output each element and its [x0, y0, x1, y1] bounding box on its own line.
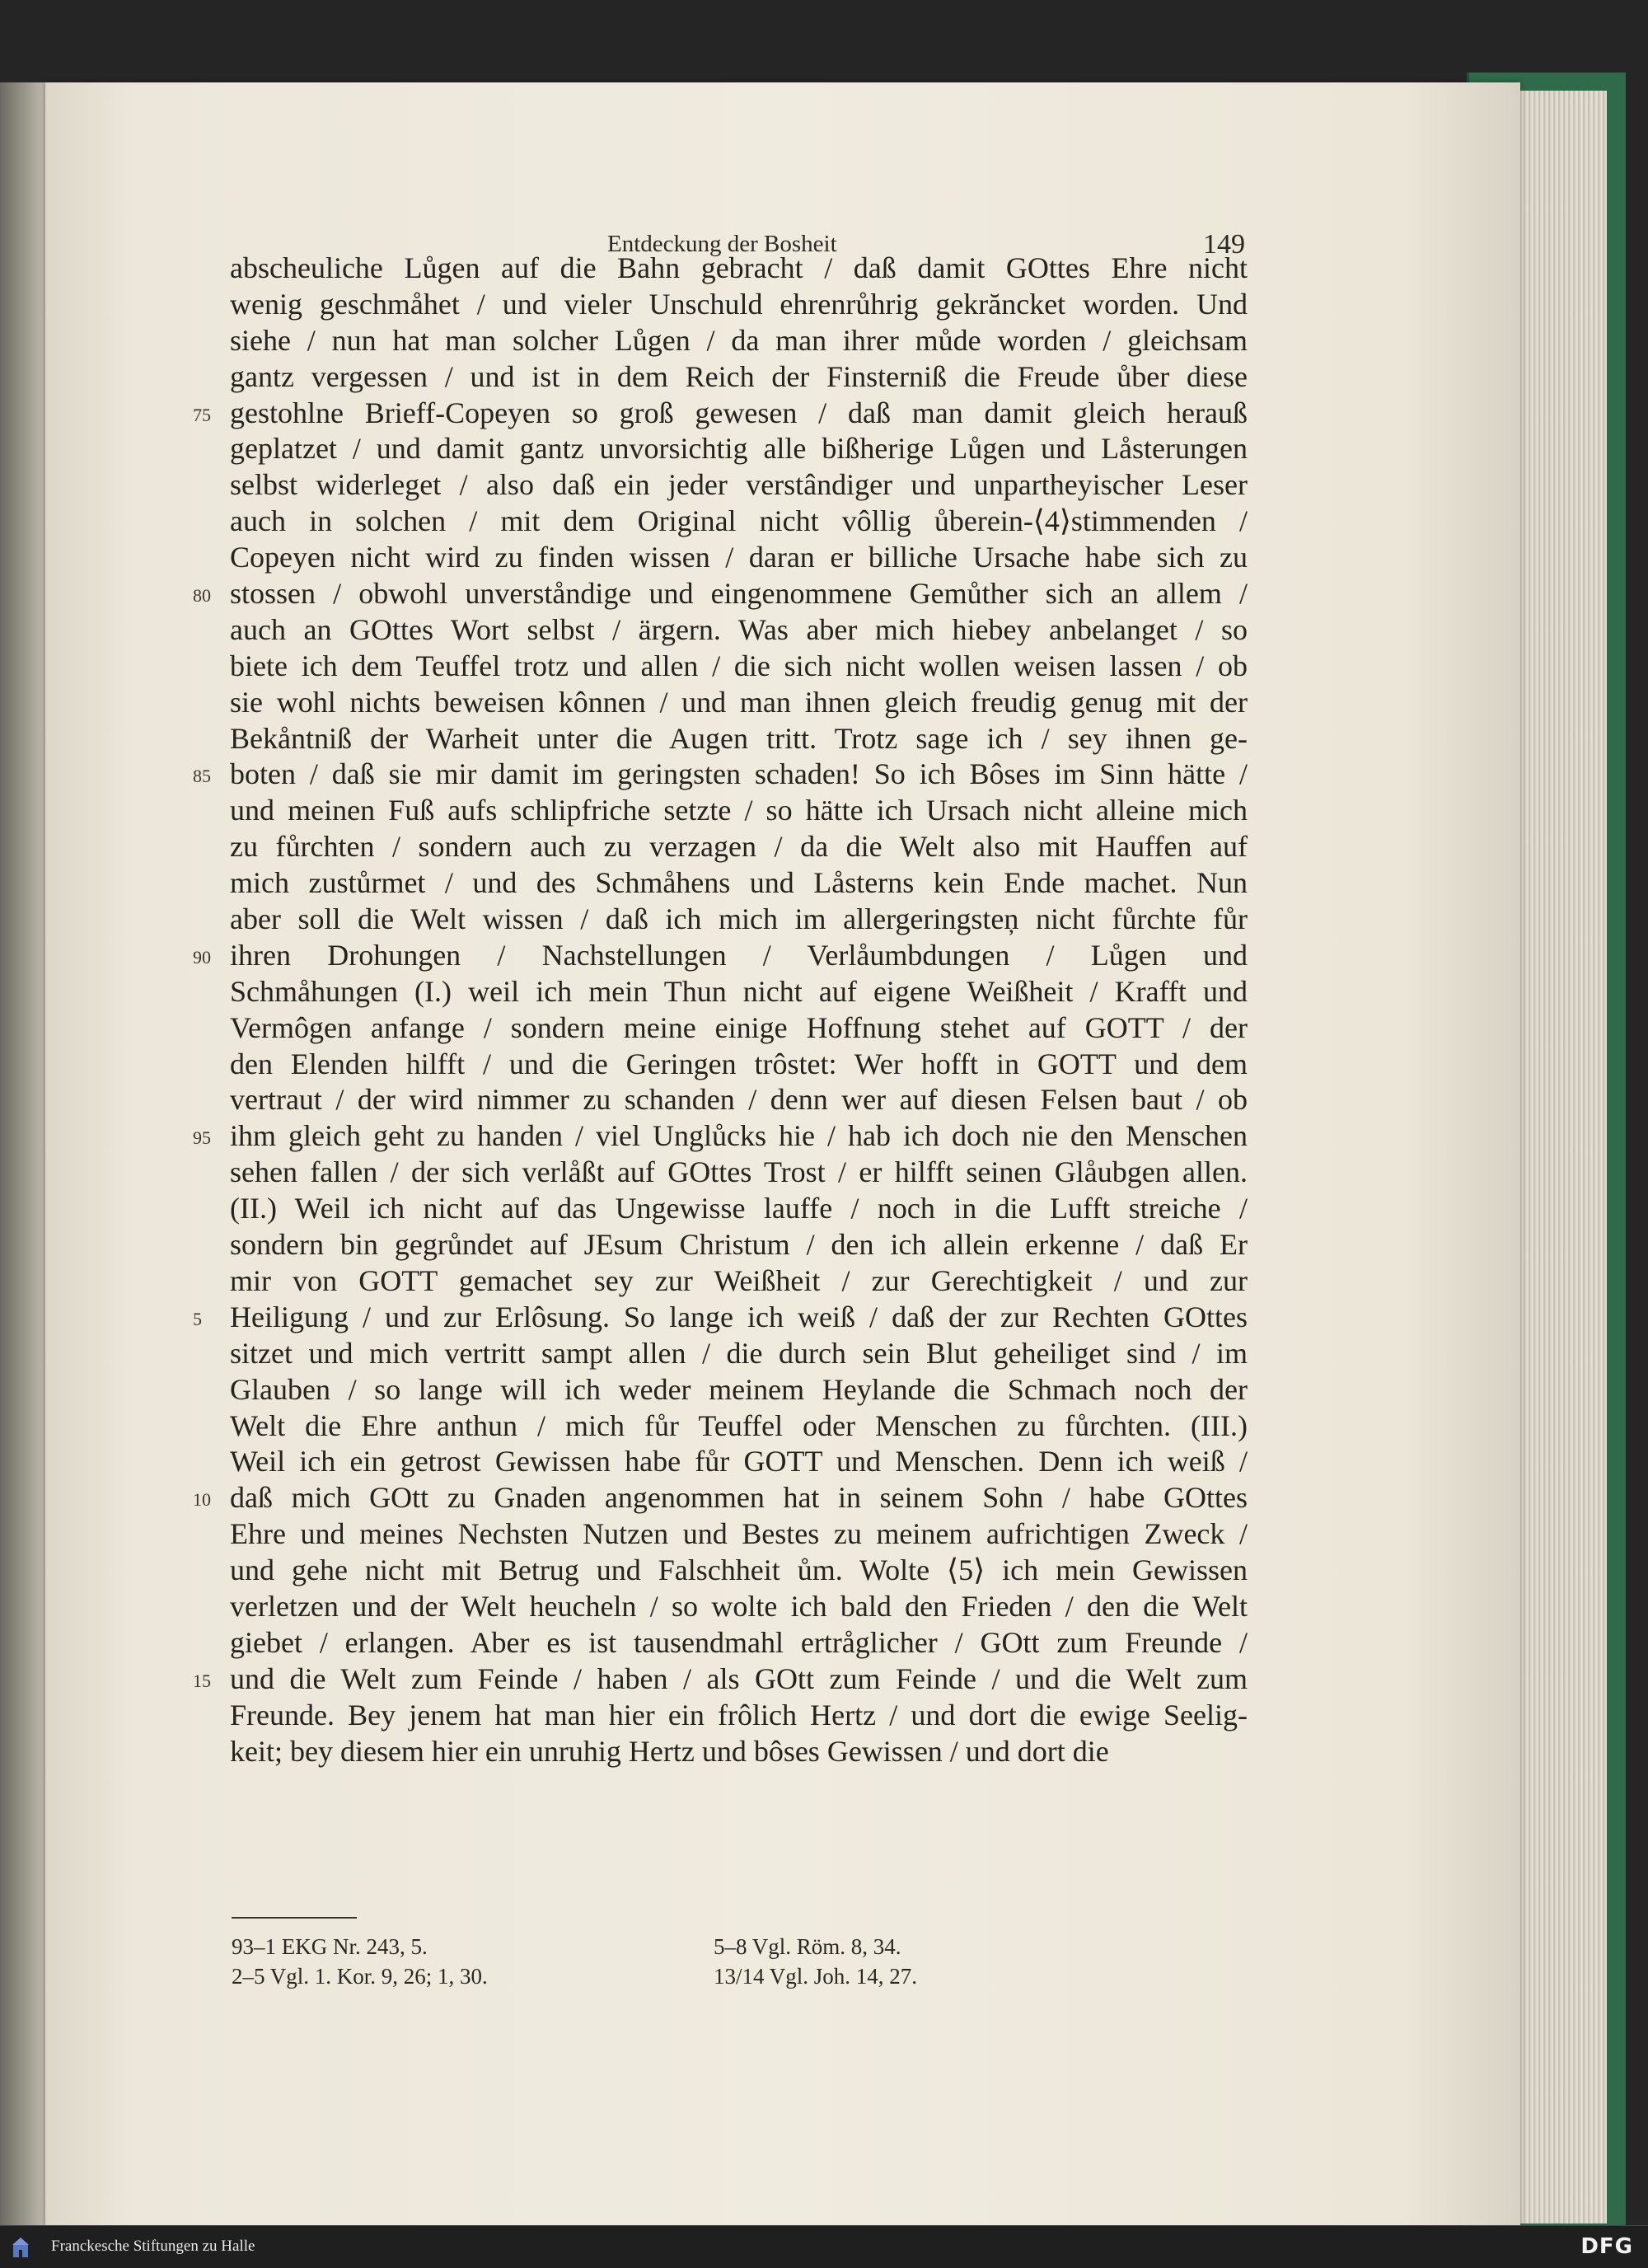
- line-text: zu fůrchten / sondern auch zu verzagen / da die Welt also mit Hauffen auf: [230, 830, 1248, 864]
- line-text: Vermôgen anfange / sondern meine einige Hoffnung stehet auf GOTT / der: [230, 1010, 1248, 1044]
- line-text: biete ich dem Teuffel trotz und allen / die sich nicht wollen weisen lassen / ob: [230, 649, 1248, 682]
- line-text: selbst widerleget / also daß ein jeder verstândiger und unpartheyischer Leser: [230, 468, 1248, 502]
- line-text: Freunde. Bey jenem hat man hier ein frôlich Hertz / und dort die ewige Seelig-: [230, 1698, 1248, 1731]
- footnote: 93–1 EKG Nr. 243, 5.: [232, 1934, 428, 1959]
- line-text: gantz vergessen / und ist in dem Reich der Finsterniß die Freude ůber diese: [230, 359, 1248, 393]
- page-number: 149: [1203, 229, 1245, 260]
- line-text: Welt die Ehre anthun / mich fůr Teuffel oder Menschen zu fůrchten. (III.): [230, 1408, 1248, 1442]
- line-number: 15: [193, 1670, 211, 1691]
- line-number: 75: [193, 404, 211, 425]
- line-text: Bekåntniß der Warheit unter die Augen tritt. Trotz sage ich / sey ihnen ge-: [230, 721, 1248, 755]
- line-text: wenig geschmåhet / und vieler Unschuld ehrenrůhrig gekrăncket worden. Und: [230, 287, 1248, 321]
- line-text: aber soll die Welt wissen / daß ich mich im allergeringsteņ nicht fůrchte fůr: [230, 902, 1248, 936]
- line-text: sitzet und mich vertritt sampt allen / die durch sein Blut geheiliget sind / im: [230, 1336, 1248, 1370]
- building-icon: [12, 2236, 30, 2259]
- text-line: [193, 938, 1248, 974]
- text-line: [230, 829, 1248, 865]
- text-line: [193, 576, 1248, 612]
- text-line: [230, 1047, 1248, 1083]
- facing-page-edge: [0, 82, 49, 2225]
- text-line: [193, 1661, 1248, 1698]
- line-text: daß mich GOtt zu Gnaden angenommen hat in seinem Sohn / habe GOttes: [230, 1481, 1248, 1515]
- viewer-footer: [0, 2225, 1648, 2268]
- line-text: giebet / erlangen. Aber es ist tausendmahl ertråglicher / GOtt zum Freunde /: [230, 1625, 1248, 1659]
- line-text: geplatzet / und damit gantz unvorsichtig alle bißherige Lůgen und Låsterungen: [230, 432, 1248, 466]
- line-text: auch in solchen / mit dem Original nicht vôllig ůberein-⟨4⟩stimmenden /: [230, 504, 1248, 538]
- line-number: 80: [193, 585, 211, 607]
- text-line: [230, 1191, 1248, 1227]
- footnote: 5–8 Vgl. Röm. 8, 34.: [714, 1934, 901, 1959]
- line-text: stossen / obwohl unverståndige und eingenommene Gemůther sich an allem /: [230, 577, 1248, 611]
- line-text: abscheuliche Lůgen auf die Bahn gebracht / daß damit GOttes Ehre nicht: [230, 251, 1248, 284]
- text-line: [230, 431, 1248, 467]
- text-line: [230, 1698, 1248, 1734]
- text-line: [230, 1444, 1248, 1480]
- line-text: Ehre und meines Nechsten Nutzen und Bestes zu meinem aufrichtigen Zweck /: [230, 1517, 1248, 1551]
- footnote: 2–5 Vgl. 1. Kor. 9, 26; 1, 30.: [232, 1964, 488, 1989]
- line-text: Copeyen nicht wird zu finden wissen / daran er billiche Ursache habe sich zu: [230, 541, 1248, 574]
- text-line: [230, 359, 1248, 396]
- text-line: [230, 1516, 1248, 1553]
- line-text: ihm gleich geht zu handen / viel Unglůcks hie / hab ich doch nie den Menschen: [230, 1119, 1248, 1153]
- line-text: Weil ich ein getrost Gewissen habe fůr GOTT und Menschen. Denn ich weiß /: [230, 1445, 1248, 1478]
- text-line: [193, 1480, 1248, 1516]
- text-line: [230, 721, 1248, 757]
- line-number: 90: [193, 946, 211, 968]
- line-text: auch an GOttes Wort selbst / ärgern. Was aber mich hiebey anbelanget / so: [230, 612, 1248, 646]
- text-line: [230, 685, 1248, 721]
- text-line: [230, 504, 1248, 540]
- book-page: [45, 82, 1520, 2225]
- text-line: [230, 1372, 1248, 1408]
- line-text: Glauben / so lange will ich weder meinem Heylande die Schmach noch der: [230, 1372, 1248, 1406]
- line-text: sondern bin gegrůndet auf JEsum Christum / den ich allein erkenne / daß Er: [230, 1228, 1248, 1262]
- text-line: [230, 1010, 1248, 1047]
- line-text: gestohlne Brieff-Copeyen so groß gewesen / daß man damit gleich herauß: [230, 396, 1248, 429]
- text-line: [193, 1300, 1248, 1336]
- line-text: mich zustůrmet / und des Schmåhens und Låsterns kein Ende machet. Nun: [230, 866, 1248, 900]
- line-text: siehe / nun hat man solcher Lůgen / da man ihrer můde worden / gleichsam: [230, 323, 1248, 357]
- text-line: [230, 1155, 1248, 1191]
- line-text: den Elenden hilfft / und die Geringen trôstet: Wer hofft in GOTT und dem: [230, 1047, 1248, 1080]
- text-line: [230, 1227, 1248, 1263]
- page-edges: [1515, 91, 1607, 2223]
- line-number: 85: [193, 766, 211, 787]
- text-line: [193, 757, 1248, 793]
- text-line: [230, 793, 1248, 829]
- line-text: mir von GOTT gemachet sey zur Weißheit / zur Gerechtigkeit / und zur: [230, 1263, 1248, 1297]
- line-text: (II.) Weil ich nicht auf das Ungewisse lauffe / noch in die Lufft streiche /: [230, 1192, 1248, 1225]
- line-text: boten / daß sie mir damit im geringsten schaden! So ich Bôses im Sinn hätte /: [230, 757, 1248, 791]
- line-text: Heiligung / und zur Erlôsung. So lange ich weiß / daß der zur Rechten GOttes: [230, 1300, 1248, 1333]
- text-line: [230, 323, 1248, 359]
- line-text: sie wohl nichts beweisen kônnen / und man ihnen gleich freudig genug mit der: [230, 685, 1248, 719]
- line-text: Schmåhungen (I.) weil ich mein Thun nicht auf eigene Weißheit / Krafft und: [230, 974, 1248, 1008]
- text-line: [230, 865, 1248, 902]
- text-line: [230, 1625, 1248, 1661]
- line-text: ihren Drohungen / Nachstellungen / Verlåumbdungen / Lůgen und: [230, 938, 1248, 972]
- line-text: und meinen Fuß aufs schlipfriche setzte / so hätte ich Ursach nicht alleine mich: [230, 794, 1248, 827]
- text-line: [230, 1734, 1248, 1770]
- text-line: [230, 649, 1248, 685]
- text-line: [230, 1336, 1248, 1372]
- text-line: [230, 612, 1248, 649]
- running-title: Entdeckung der Bosheit: [607, 231, 837, 257]
- dfg-badge: DFG: [1580, 2234, 1633, 2259]
- line-text: vertraut / der wird nimmer zu schanden / denn wer auf diesen Felsen baut / ob: [230, 1083, 1248, 1117]
- text-line: [230, 1408, 1248, 1445]
- institution-name: Franckesche Stiftungen zu Halle: [51, 2238, 255, 2255]
- text-line: [193, 1118, 1248, 1155]
- line-number: 5: [193, 1308, 202, 1329]
- text-line: [230, 1082, 1248, 1118]
- line-text: verletzen und der Welt heucheln / so wolte ich bald den Frieden / den die Welt: [230, 1589, 1248, 1623]
- text-line: [230, 902, 1248, 938]
- text-line: [230, 467, 1248, 504]
- line-number: 95: [193, 1127, 211, 1149]
- text-line: [230, 1589, 1248, 1625]
- footnote-rule: [232, 1917, 357, 1919]
- line-text: sehen fallen / der sich verlåßt auf GOttes Trost / er hilfft seinen Glåubgen allen.: [230, 1155, 1248, 1189]
- line-text: keit; bey diesem hier ein unruhig Hertz und bôses Gewissen / und dort die: [230, 1734, 1109, 1768]
- body-text: [193, 251, 1248, 1769]
- text-line: [230, 1263, 1248, 1300]
- text-line: [230, 540, 1248, 576]
- footnote: 13/14 Vgl. Joh. 14, 27.: [714, 1964, 918, 1989]
- text-line: [230, 251, 1248, 287]
- line-text: und gehe nicht mit Betrug und Falschheit ům. Wolte ⟨5⟩ ich mein Gewissen: [230, 1553, 1248, 1587]
- text-line: [230, 1553, 1248, 1589]
- text-line: [230, 974, 1248, 1010]
- text-line: [193, 396, 1248, 432]
- text-line: [230, 287, 1248, 323]
- line-text: und die Welt zum Feinde / haben / als GOtt zum Feinde / und die Welt zum: [230, 1661, 1248, 1695]
- line-number: 10: [193, 1489, 211, 1511]
